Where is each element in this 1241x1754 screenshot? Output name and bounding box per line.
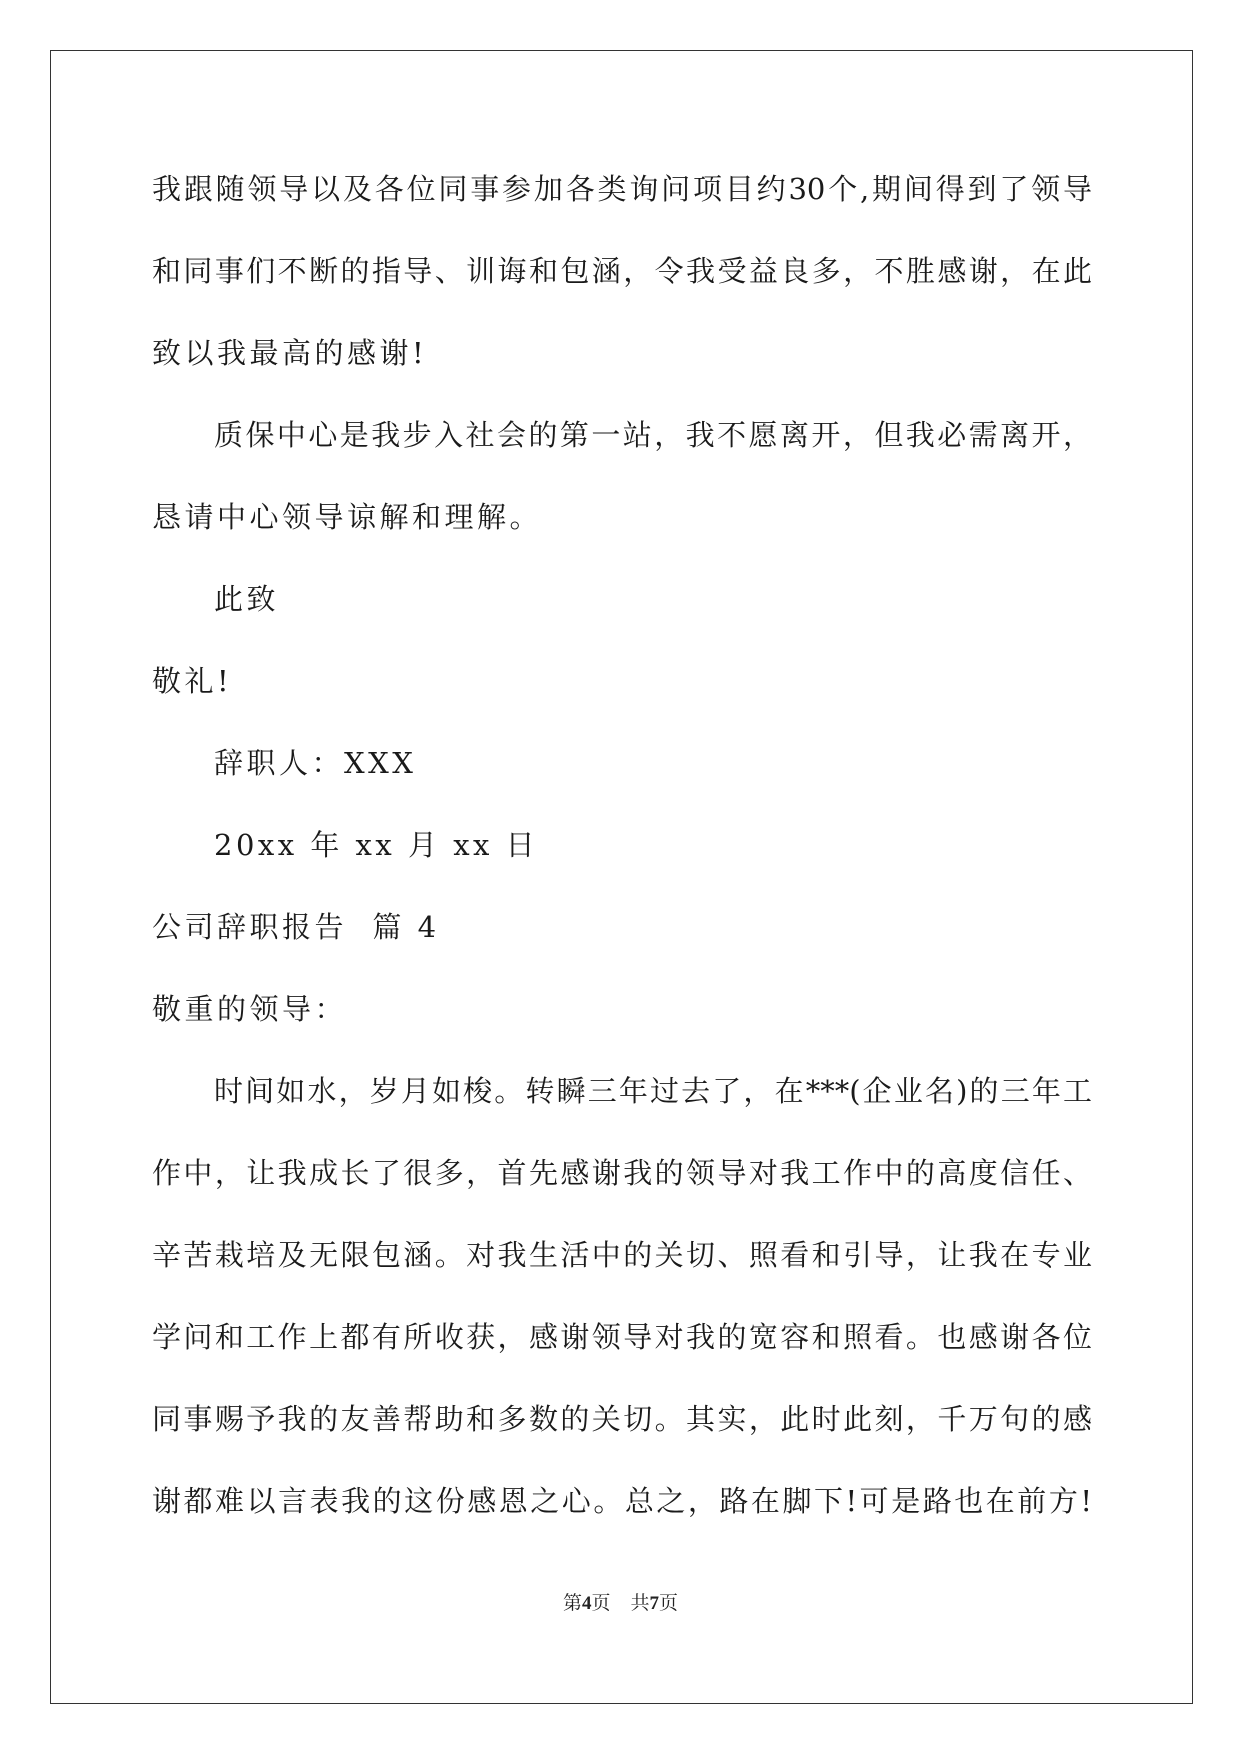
document-body <box>152 148 1092 1542</box>
text-line: 恳请中心领导谅解和理解。 <box>152 500 543 534</box>
footer-prefix: 第 <box>562 1593 582 1614</box>
current-page-number: 4 <box>581 1593 592 1614</box>
text-line: 质保中心是我步入社会的第一站，我不愿离开，但我必需离开， <box>214 418 1092 452</box>
text-line: 学问和工作上都有所收获，感谢领导对我的宽容和照看。也感谢各位 <box>152 1320 1092 1354</box>
salutation-line: 敬礼! <box>152 664 233 698</box>
page-footer <box>0 1588 1241 1615</box>
total-page-number: 7 <box>649 1593 660 1614</box>
text-line: 作中，让我成长了很多，首先感谢我的领导对我工作中的高度信任、 <box>152 1156 1092 1190</box>
text-line: 时间如水，岁月如梭。转瞬三年过去了，在***(企业名)的三年工 <box>214 1074 1092 1108</box>
footer-total-suffix: 页 <box>659 1593 679 1614</box>
section-heading: 公司辞职报告 篇 4 <box>152 910 440 944</box>
footer-page-word: 页 <box>591 1593 611 1614</box>
text-line: 辛苦栽培及无限包涵。对我生活中的关切、照看和引导，让我在专业 <box>152 1238 1092 1272</box>
text-line: 和同事们不断的指导、训诲和包涵，令我受益良多，不胜感谢，在此 <box>152 254 1092 288</box>
date-line: 20xx 年 xx 月 xx 日 <box>214 828 539 862</box>
salutation-line: 此致 <box>214 582 280 616</box>
greeting-line: 敬重的领导： <box>152 992 348 1026</box>
text-line: 我跟随领导以及各位同事参加各类询问项目约30个,期间得到了领导 <box>152 172 1092 206</box>
text-line: 谢都难以言表我的这份感恩之心。总之，路在脚下!可是路也在前方! <box>152 1484 1092 1518</box>
signature-line: 辞职人：XXX <box>214 746 417 780</box>
text-line: 致以我最高的感谢! <box>152 336 428 370</box>
text-line: 同事赐予我的友善帮助和多数的关切。其实，此时此刻，千万句的感 <box>152 1402 1092 1436</box>
footer-total-prefix: 共 <box>630 1593 650 1614</box>
